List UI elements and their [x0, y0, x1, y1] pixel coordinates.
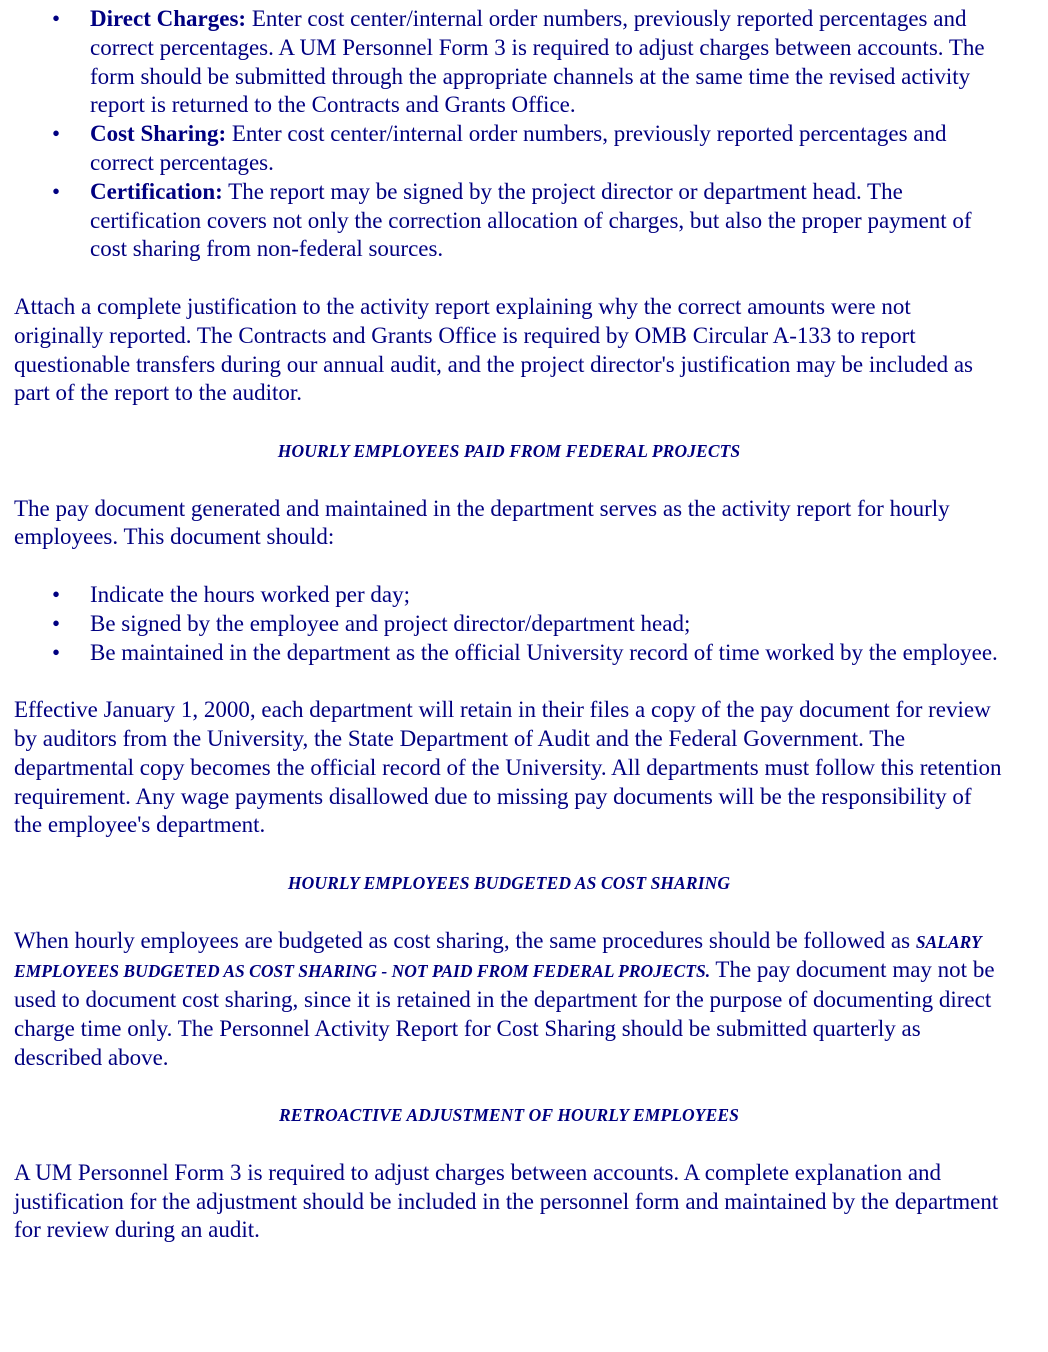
requirement-text: Be signed by the employee and project director/department head;: [90, 610, 691, 636]
section-heading-retroactive: RETROACTIVE ADJUSTMENT OF HOURLY EMPLOYEES: [279, 1105, 739, 1126]
retroactive-paragraph: A UM Personnel Form 3 is required to adjust charges between accounts. A complete explanation and justification for the adjustment should be included in the personnel form and maintained by the department for review during an audit.: [14, 1159, 999, 1243]
justification-paragraph: Attach a complete justification to the activity report explaining why the correct amounts were not originally reported. The Contracts and Grants Office is required by OMB Circular A-133 to report questionable transfers during our annual audit, and the project director's justification may be included as part of the report to the auditor.: [14, 293, 973, 406]
certification-text: The report may be signed by the project director or department head. The certification covers not only the correction allocation of charges, but also the proper payment of cost sharing from non-federal sources.: [90, 178, 972, 262]
bullet-icon: •: [52, 581, 61, 607]
effective-date-paragraph: Effective January 1, 2000, each department will retain in their files a copy of the pay document for review by auditors from the University, the State Department of Audit and the Federal Government. The departmental copy becomes the official record of the University. All departments must follow this retention requirement. Any wage payments disallowed due to missing pay documents will be the responsibility of the employee's department.: [14, 697, 1002, 838]
requirement-text: Indicate the hours worked per day;: [90, 581, 410, 607]
pay-document-paragraph: The pay document generated and maintained in the department serves as the activity report for hourly employees. This document should:: [14, 495, 950, 550]
bullet-icon: •: [52, 121, 61, 147]
cost-sharing-intro: When hourly employees are budgeted as cost sharing, the same procedures should be followed as: [14, 927, 916, 953]
list-item: [14, 610, 1004, 639]
list-item: [14, 581, 1004, 610]
bullet-icon: •: [52, 610, 61, 636]
term-cost-sharing: Cost Sharing:: [90, 121, 227, 147]
cost-sharing-text: Enter cost center/internal order numbers, previously reported percentages and correct percentages.: [90, 121, 947, 175]
direct-charges-text: Enter cost center/internal order numbers, previously reported percentages and correct percentages. A UM Personnel Form 3 is required to adjust charges between accounts. The form should be submitted through the appropriate channels at the same time the revised activity report is returned to the Contracts and Grants Office.: [90, 6, 985, 118]
salary-cost-sharing-reference: SALARY EMPLOYEES BUDGETED AS COST SHARING - NOT PAID FROM FEDERAL PROJECTS.: [14, 931, 982, 982]
list-item-certification: [14, 178, 1004, 264]
bullet-icon: •: [52, 6, 61, 31]
term-certification: Certification:: [90, 178, 223, 204]
correction-instructions-list: [14, 5, 1004, 264]
cost-sharing-paragraph: [14, 927, 1004, 1073]
bullet-icon: •: [52, 178, 61, 204]
requirement-text: Be maintained in the department as the official University record of time worked by the employee.: [90, 639, 998, 665]
term-direct-charges: Direct Charges:: [90, 6, 247, 31]
list-item: [14, 639, 1004, 668]
section-heading-hourly-federal: HOURLY EMPLOYEES PAID FROM FEDERAL PROJECTS: [277, 440, 741, 461]
document-page: [14, 5, 1004, 1245]
cost-sharing-remainder: The pay document may not be used to document cost sharing, since it is retained in the department for the purpose of documenting direct charge time only. The Personnel Activity Report for Cost Sharing should be submitted quarterly as described above.: [14, 957, 995, 1070]
bullet-icon: •: [52, 639, 61, 665]
list-item-cost-sharing: [14, 120, 1004, 178]
section-heading-hourly-cost-sharing: HOURLY EMPLOYEES BUDGETED AS COST SHARING: [287, 872, 731, 893]
list-item-direct-charges: [14, 5, 1004, 120]
pay-document-requirements-list: [14, 581, 1004, 667]
